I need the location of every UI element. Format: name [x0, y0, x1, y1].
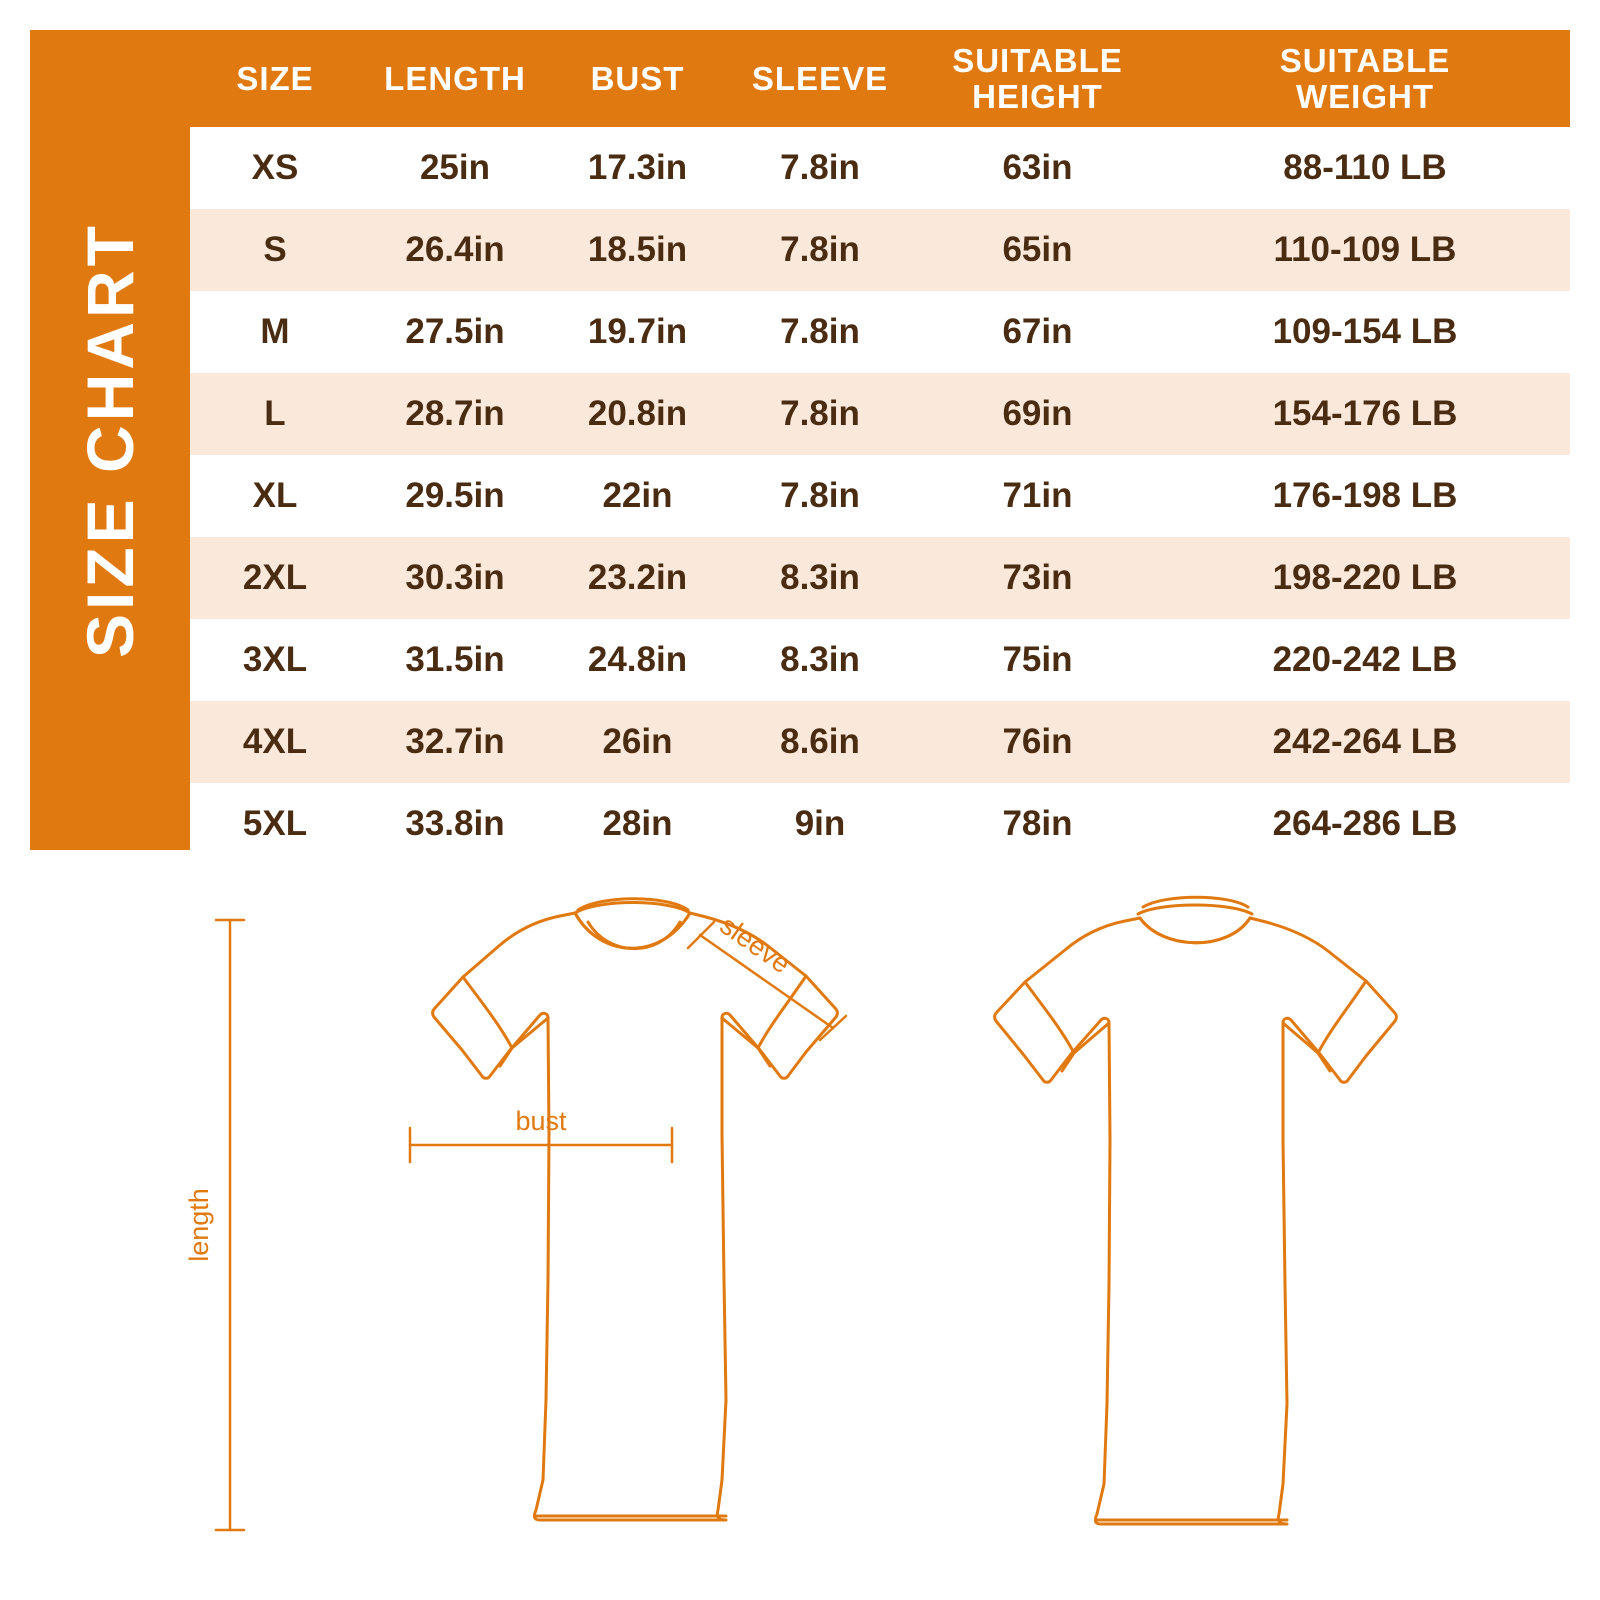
cell-length: 28.7in — [360, 373, 550, 455]
column-header-suitable-height-line1: SUITABLE — [952, 42, 1123, 80]
cell-suitable-height: 73in — [915, 537, 1160, 619]
size-chart-title-column — [30, 30, 190, 850]
column-header-bust — [550, 30, 725, 127]
cell-bust: 19.7in — [550, 291, 725, 373]
table-row — [190, 209, 1570, 291]
cell-sleeve: 7.8in — [725, 373, 915, 455]
cell-sleeve: 7.8in — [725, 209, 915, 291]
column-header-sleeve-label: SLEEVE — [751, 59, 889, 97]
cell-size: L — [190, 373, 360, 455]
cell-sleeve: 9in — [725, 783, 915, 865]
cell-suitable-weight: 242-264 LB — [1160, 701, 1570, 783]
column-header-suitable-weight — [1160, 30, 1570, 127]
column-header-suitable-height — [915, 30, 1160, 127]
cell-size: M — [190, 291, 360, 373]
cell-suitable-height: 71in — [915, 455, 1160, 537]
cell-size: 3XL — [190, 619, 360, 701]
cell-length: 29.5in — [360, 455, 550, 537]
cell-suitable-height: 65in — [915, 209, 1160, 291]
size-chart-block — [30, 30, 1570, 850]
table-row — [190, 455, 1570, 537]
table-header-row — [190, 30, 1570, 127]
cell-suitable-weight: 88-110 LB — [1160, 127, 1570, 209]
cell-suitable-weight: 220-242 LB — [1160, 619, 1570, 701]
measurement-diagram — [0, 880, 1600, 1580]
cell-length: 32.7in — [360, 701, 550, 783]
cell-bust: 17.3in — [550, 127, 725, 209]
cell-bust: 20.8in — [550, 373, 725, 455]
column-header-size — [190, 30, 360, 127]
cell-size: 2XL — [190, 537, 360, 619]
table-row — [190, 701, 1570, 783]
table-row — [190, 537, 1570, 619]
cell-suitable-height: 67in — [915, 291, 1160, 373]
cell-bust: 28in — [550, 783, 725, 865]
column-header-size-label: SIZE — [236, 59, 314, 97]
length-label: length — [184, 1188, 214, 1262]
cell-sleeve: 8.3in — [725, 537, 915, 619]
cell-suitable-height: 63in — [915, 127, 1160, 209]
column-header-suitable-height-line2: HEIGHT — [972, 77, 1103, 115]
cell-size: S — [190, 209, 360, 291]
cell-size: XS — [190, 127, 360, 209]
column-header-length — [360, 30, 550, 127]
cell-sleeve: 7.8in — [725, 127, 915, 209]
size-table-wrapper — [190, 30, 1570, 850]
cell-length: 25in — [360, 127, 550, 209]
cell-size: XL — [190, 455, 360, 537]
size-table — [190, 30, 1570, 865]
size-table-body — [190, 127, 1570, 865]
cell-suitable-weight: 154-176 LB — [1160, 373, 1570, 455]
cell-sleeve: 7.8in — [725, 291, 915, 373]
cell-bust: 24.8in — [550, 619, 725, 701]
cell-suitable-height: 69in — [915, 373, 1160, 455]
column-header-suitable-weight-line2: WEIGHT — [1296, 77, 1434, 115]
cell-length: 26.4in — [360, 209, 550, 291]
size-table-header — [190, 30, 1570, 127]
cell-suitable-weight: 176-198 LB — [1160, 455, 1570, 537]
cell-suitable-weight: 109-154 LB — [1160, 291, 1570, 373]
tshirt-front-outline — [433, 899, 838, 1520]
cell-suitable-height: 78in — [915, 783, 1160, 865]
cell-length: 27.5in — [360, 291, 550, 373]
page-title: SIZE CHART — [73, 222, 147, 658]
column-header-bust-label: BUST — [590, 59, 685, 97]
bust-label: bust — [515, 1106, 567, 1136]
cell-sleeve: 8.6in — [725, 701, 915, 783]
cell-sleeve: 7.8in — [725, 455, 915, 537]
column-header-suitable-weight-line1: SUITABLE — [1279, 42, 1451, 80]
table-row — [190, 783, 1570, 865]
table-row — [190, 291, 1570, 373]
cell-sleeve: 8.3in — [725, 619, 915, 701]
table-row — [190, 127, 1570, 209]
cell-suitable-weight: 264-286 LB — [1160, 783, 1570, 865]
cell-length: 31.5in — [360, 619, 550, 701]
cell-size: 4XL — [190, 701, 360, 783]
cell-suitable-height: 76in — [915, 701, 1160, 783]
sleeve-label: sleeve — [714, 909, 796, 980]
column-header-sleeve — [725, 30, 915, 127]
cell-bust: 18.5in — [550, 209, 725, 291]
length-dimension — [216, 920, 244, 1530]
cell-suitable-weight: 110-109 LB — [1160, 209, 1570, 291]
cell-bust: 26in — [550, 701, 725, 783]
cell-length: 33.8in — [360, 783, 550, 865]
table-row — [190, 373, 1570, 455]
cell-bust: 22in — [550, 455, 725, 537]
cell-suitable-height: 75in — [915, 619, 1160, 701]
cell-size: 5XL — [190, 783, 360, 865]
cell-suitable-weight: 198-220 LB — [1160, 537, 1570, 619]
table-row — [190, 619, 1570, 701]
cell-length: 30.3in — [360, 537, 550, 619]
column-header-length-label: LENGTH — [384, 59, 526, 97]
cell-bust: 23.2in — [550, 537, 725, 619]
tshirt-back-outline — [995, 897, 1397, 1524]
